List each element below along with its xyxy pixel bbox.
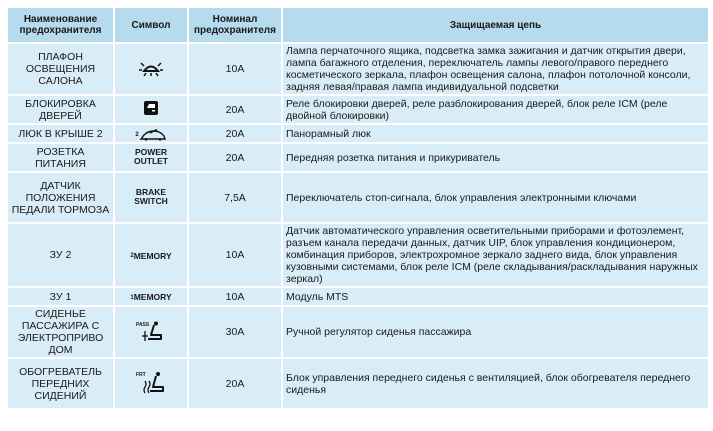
door-lock-icon: [143, 100, 159, 116]
heated-seat-icon: [136, 369, 166, 395]
power-outlet-symbol: POWER OUTLET: [134, 147, 168, 166]
fuse-rating: 20A: [189, 359, 281, 408]
fuse-symbol: [115, 307, 187, 357]
fuse-circuit: Переключатель стоп-сигнала, блок управления электронными ключами: [283, 173, 708, 222]
table-row: [8, 288, 708, 305]
fuse-name: РОЗЕТКА ПИТАНИЯ: [8, 144, 113, 171]
fuse-circuit: Датчик автоматического управления осветительными приборами и фотоэлемент, разъем канала передачи данных, датчик UIP, блок управления кондиционером, комбинация приборов, электрохромное зеркало заднего вида, блок управления кузовными системами, блок реле ICM (реле складывания/раскладывания наружных зеркал): [283, 224, 708, 286]
header-row: [8, 8, 708, 42]
header-symbol: Символ: [115, 8, 187, 42]
fuse-symbol: [115, 288, 187, 305]
header-rating: Номинал предохранителя: [189, 8, 281, 42]
fuse-name: ЛЮК В КРЫШЕ 2: [8, 125, 113, 142]
fuse-rating: 10A: [189, 224, 281, 286]
fuse-circuit: Панорамный люк: [283, 125, 708, 142]
fuse-symbol: [115, 44, 187, 94]
sunroof-icon: [139, 129, 167, 141]
fuse-name: ДАТЧИК ПОЛОЖЕНИЯ ПЕДАЛИ ТОРМОЗА: [8, 173, 113, 222]
fuse-rating: 20A: [189, 144, 281, 171]
table-row: [8, 96, 708, 123]
fuse-symbol: [115, 125, 187, 142]
brake-switch-symbol: BRAKE SWITCH: [134, 187, 168, 206]
fuse-symbol: [115, 173, 187, 222]
symbol-index: 2: [135, 131, 139, 138]
header-circuit: Защищаемая цепь: [283, 8, 708, 42]
fuse-name: ЗУ 1: [8, 288, 113, 305]
fuse-rating: 20A: [189, 96, 281, 123]
fuse-name: ЗУ 2: [8, 224, 113, 286]
header-name: Наименование предохранителя: [8, 8, 113, 42]
fuse-circuit: Ручной регулятор сиденья пассажира: [283, 307, 708, 357]
fuse-circuit: Передняя розетка питания и прикуриватель: [283, 144, 708, 171]
fuse-name: ПЛАФОН ОСВЕЩЕНИЯ САЛОНА: [8, 44, 113, 94]
fuse-name: СИДЕНЬЕ ПАССАЖИРА С ЭЛЕКТРОПРИВО ДОМ: [8, 307, 113, 357]
fuse-circuit: Блок управления переднего сиденья с вентиляцией, блок обогревателя переднего сиденья: [283, 359, 708, 408]
table-row: [8, 224, 708, 286]
fuse-circuit: Реле блокировки дверей, реле разблокирования дверей, блок реле ICM (реле двойной блокировки): [283, 96, 708, 123]
fuse-symbol: [115, 144, 187, 171]
fuse-rating: 7,5A: [189, 173, 281, 222]
table-row: [8, 307, 708, 357]
memory-symbol: MEMORY: [133, 250, 172, 261]
table-row: [8, 144, 708, 171]
memory-symbol: MEMORY: [133, 292, 172, 302]
fuse-name: ОБОГРЕВАТЕЛЬ ПЕРЕДНИХ СИДЕНИЙ: [8, 359, 113, 408]
fuse-rating: 30A: [189, 307, 281, 357]
fuse-rating: 10A: [189, 288, 281, 305]
fuse-name: БЛОКИРОВКА ДВЕРЕЙ: [8, 96, 113, 123]
table-row: [8, 125, 708, 142]
fuse-symbol: [115, 224, 187, 286]
symbol-label: FRT: [136, 372, 146, 378]
fuse-symbol: [115, 359, 187, 408]
fuse-table: [6, 6, 710, 410]
fuse-circuit: Модуль MTS: [283, 288, 708, 305]
fuse-circuit: Лампа перчаточного ящика, подсветка замка зажигания и датчик открытия двери, лампа багажного отделения, переключатель лампы левого/правого переднего косметического зеркала, плафон освещения салона, плафон потолочной консоли, задняя левая/правая лампа индивидуальной подсветки: [283, 44, 708, 94]
passenger-seat-icon: [136, 319, 166, 343]
fuse-rating: 10A: [189, 44, 281, 94]
table-row: [8, 173, 708, 222]
symbol-index: 1: [130, 294, 134, 301]
symbol-index: 2: [130, 253, 134, 259]
table-row: [8, 359, 708, 408]
dome-lamp-icon: [137, 59, 165, 77]
symbol-label: PASS: [136, 321, 150, 328]
fuse-symbol: [115, 96, 187, 123]
fuse-rating: 20A: [189, 125, 281, 142]
table-row: [8, 44, 708, 94]
